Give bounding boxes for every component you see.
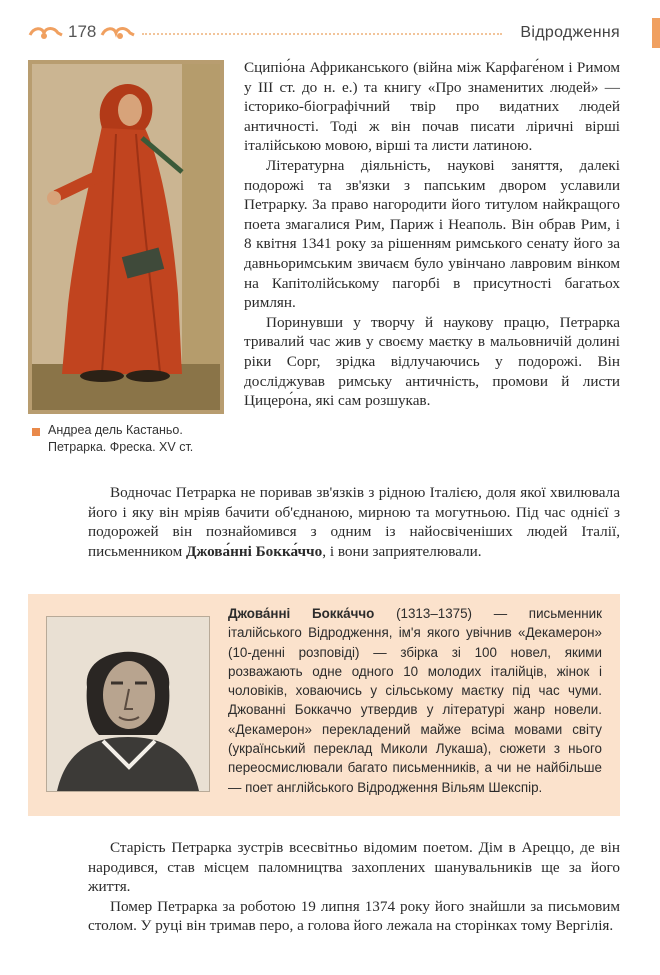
caption-bullet-icon (32, 428, 40, 436)
fresco-caption (48, 422, 193, 456)
page-header (0, 18, 660, 48)
boccaccio-portrait-icon (47, 617, 209, 791)
paragraph-text: , і вони заприятелювали. (322, 542, 482, 560)
caption-line-2: Петрарка. Фреска. XV ст. (48, 440, 194, 454)
boccaccio-portrait-image (46, 616, 210, 792)
right-column-text (244, 58, 620, 411)
paragraph: Літературна діяльність, наукові заняття, далекі подорожі та зв'язки з папським двором уславили Петрарку. За право нагородити його титулом найкращого поета змагалися Рим, Париж і Неаполь. Він обрав Рим, і 8 квітня 1341 року за рішенням римського сенату його за давньоримським звичаєм було увінчано лавровим вінком на Капітолійському пагорбі в присутності багатьох римлян. (244, 156, 620, 312)
boccaccio-name: Джова́нні Бокка́ччо (185, 542, 323, 560)
ornament-left-icon (28, 25, 64, 41)
paragraph-text: Водночас Петрарка не поривав зв'язків з рідною Італією, доля якої хвилювала його і яку він мріяв бачити об'єднаною, мирною та могутньою. Під час однієї з подорожей він познайомився з одним із найосвіченіших людей Італії, письменником (88, 484, 620, 560)
paragraph: Поринувши у творчу й наукову працю, Петрарка тривалий час жив у своєму маєтку в мальовничій долині ріки Сорг, зрідка відлучаючись у подорожі. Він досліджував римську античність, промови й листи Цицеро́на, які сам розшукав. (244, 313, 620, 410)
boccaccio-info-box (28, 594, 620, 816)
petrarch-fresco-image (28, 60, 224, 414)
boccaccio-name: Джова́нні Бокка́ччо (228, 606, 375, 621)
page-corner-tab (652, 18, 660, 48)
boccaccio-description (228, 604, 602, 797)
page-number: 178 (68, 22, 97, 41)
paragraph: Помер Петрарка за роботою 19 липня 1374 року його знайшли за письмовим столом. У руці він тримав перо, а голова його лежала на сторінках тому Вергілія. (88, 897, 620, 935)
paragraph: Сципіо́на Африканського (війна між Карфаге́ном і Римом у ІІІ ст. до н. е.) та книгу «Про знаменитих людей» — історико-біографічний твір про видатних людей античності. Тоді ж він почав писати ліричні вірші італійською мовою, вірші та листи латиною. (244, 59, 620, 155)
caption-line-1: Андреа дель Кастаньо. (48, 423, 183, 437)
petrarch-figure-icon (32, 64, 220, 410)
boccaccio-text: (1313–1375) — письменник італійського Відродження, ім'я якого увічнив «Декамерон» (10-денні розповіді) — збірка зі 100 новел, якими розважають одне одного 10 молодих італійців, жінок і чоловіків, ховаючись у сільському маєтку під час чуми. Джованні Боккаччо утвердив у літературі жанр новели. «Декамерон» перекладений майже всіма мовами світу (український переклад Миколи Лукаша), сюжети з нього переосмислювали багато письменників, а чи не найбільше — поет англійського Відродження Вільям Шекспір. (228, 606, 602, 795)
section-title: Відродження (520, 24, 620, 41)
full-width-text (88, 483, 620, 561)
paragraph: Старість Петрарка зустрів всесвітньо відомим поетом. Дім в Ареццо, де він народився, став місцем паломництва захоплених шанувальників ще за його життя. (88, 839, 620, 896)
ornament-right-icon (100, 25, 136, 41)
header-divider (142, 33, 502, 35)
bottom-text (88, 838, 620, 936)
paragraph (88, 483, 620, 561)
